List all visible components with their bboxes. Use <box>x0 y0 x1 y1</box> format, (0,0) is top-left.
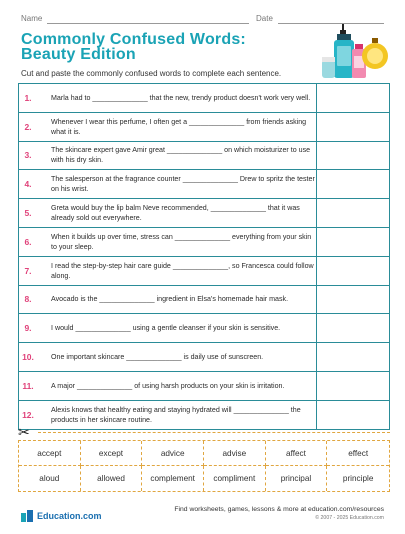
answer-box[interactable] <box>316 401 389 429</box>
sentence-text: When it builds up over time, stress can ______________ everything from your skin to your sleep. <box>51 232 312 251</box>
word-card[interactable]: aloud <box>19 466 81 491</box>
answer-box[interactable] <box>316 372 389 400</box>
sentence-number: 4. <box>24 179 32 190</box>
sentence-row <box>19 199 389 228</box>
sentence-number: 5. <box>24 208 32 219</box>
sentence-number: 9. <box>24 323 32 334</box>
sentence-number: 7. <box>24 265 32 276</box>
answer-box[interactable] <box>316 228 389 256</box>
instructions: Cut and paste the commonly confused words to complete each sentence. <box>21 69 282 78</box>
sentence-number: 1. <box>24 92 32 103</box>
worksheet-title-line2: Beauty Edition <box>21 46 136 63</box>
sentence-number: 3. <box>24 150 32 161</box>
word-card[interactable]: principal <box>266 466 328 491</box>
sentence-text: Whenever I wear this perfume, I often get a ______________ from friends asking what it is. <box>51 117 307 136</box>
sentence-row <box>19 170 389 199</box>
education-logo[interactable] <box>21 510 102 522</box>
sentence-text: I read the step-by-step hair care guide ______________, so Francesca could follow along. <box>51 261 314 280</box>
answer-box[interactable] <box>316 142 389 170</box>
answer-box[interactable] <box>316 199 389 227</box>
date-label: Date <box>256 14 273 23</box>
sentence-number: 2. <box>24 121 32 132</box>
scissors-icon: ✂ <box>18 424 30 440</box>
answer-box[interactable] <box>316 314 389 342</box>
answer-box[interactable] <box>316 113 389 141</box>
sentence-text: Alexis knows that healthy eating and staying hydrated will ______________ the products in her skincare routine. <box>51 405 301 424</box>
education-logo-icon <box>21 510 33 522</box>
footer-resources: Find worksheets, games, lessons & more at education.com/resources <box>174 506 384 513</box>
word-card[interactable]: advice <box>142 441 204 466</box>
sentence-text: Avocado is the ______________ ingredient in Elsa's homemade hair mask. <box>51 295 289 304</box>
sentence-number: 6. <box>24 236 32 247</box>
word-card[interactable]: compliment <box>204 466 266 491</box>
sentence-number: 10. <box>22 352 34 363</box>
sentence-number: 8. <box>24 294 32 305</box>
word-card[interactable]: effect <box>327 441 389 466</box>
word-card[interactable]: principle <box>342 474 374 483</box>
sentence-text: The skincare expert gave Amir great ______________ on which moisturizer to use with his dry skin. <box>51 146 311 165</box>
sentence-text: A major ______________ of using harsh products on your skin is irritation. <box>51 381 285 390</box>
name-field[interactable] <box>21 14 42 23</box>
sentence-text: Greta would buy the lip balm Neve recommended, ______________ that it was already sold out everywhere. <box>51 204 300 223</box>
word-card[interactable]: accept <box>19 441 81 466</box>
footer-text <box>174 506 384 521</box>
sentence-row <box>19 401 389 429</box>
footer-copyright: © 2007 - 2025 Education.com <box>315 515 384 521</box>
answer-box[interactable] <box>316 343 389 371</box>
sentence-text: One important skincare ______________ is daily use of sunscreen. <box>51 353 264 362</box>
beauty-bottles-illustration <box>320 24 392 82</box>
worksheet-title-line1: Commonly Confused Words: <box>21 31 246 48</box>
sentence-text: The salesperson at the fragrance counter ______________ Drew to spritz the tester on his wrist. <box>51 175 315 194</box>
sentence-row <box>19 228 389 257</box>
word-card[interactable]: affect <box>266 441 328 466</box>
sentence-text: I would ______________ using a gentle cleanser if your skin is sensitive. <box>51 324 281 333</box>
word-card[interactable]: complement <box>142 466 204 491</box>
sentence-row <box>19 257 389 286</box>
word-card[interactable]: allowed <box>81 466 143 491</box>
brand-name: Education.com <box>37 511 102 521</box>
cut-line <box>38 432 390 433</box>
name-label: Name <box>21 14 43 23</box>
answer-box[interactable] <box>316 170 389 198</box>
name-underline <box>47 23 249 24</box>
sentence-number: 12. <box>22 409 34 420</box>
sentence-row <box>19 372 389 401</box>
sentence-row <box>19 343 389 372</box>
sentence-row <box>19 142 389 171</box>
answer-box[interactable] <box>316 257 389 285</box>
word-card[interactable]: except <box>81 441 143 466</box>
sentence-table <box>18 83 390 430</box>
date-field[interactable] <box>256 14 273 23</box>
word-bank <box>18 440 390 492</box>
word-card[interactable]: advise <box>204 441 266 466</box>
sentence-row <box>19 113 389 142</box>
answer-box[interactable] <box>316 286 389 314</box>
answer-box[interactable] <box>316 84 389 112</box>
sentence-row <box>19 84 389 113</box>
sentence-text: Marla had to ______________ that the new, trendy product doesn't work very well. <box>51 93 311 102</box>
sentence-row <box>19 286 389 315</box>
sentence-number: 11. <box>22 380 34 391</box>
sentence-row <box>19 314 389 343</box>
